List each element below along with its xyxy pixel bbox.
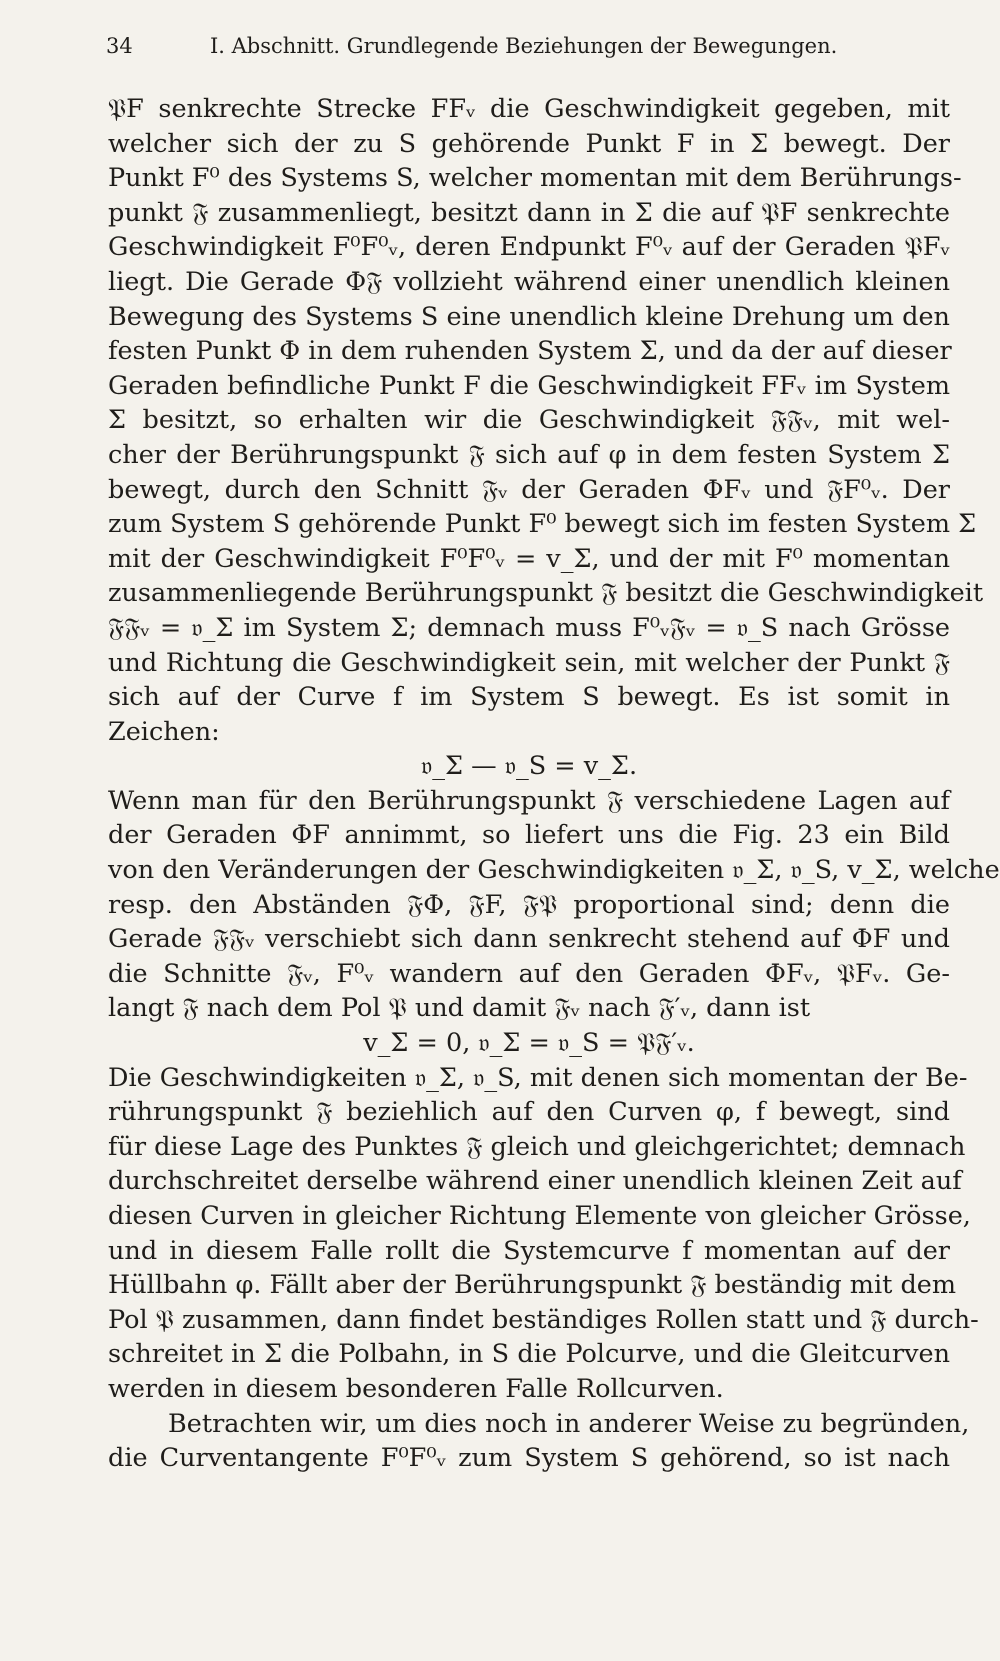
text-line: cher der Berührungspunkt 𝔉 sich auf φ in dem festen System Σ [108, 439, 950, 470]
text-line: und Richtung die Geschwindigkeit sein, mit welcher der Punkt 𝔉 [108, 647, 950, 678]
text-line: Gerade 𝔉𝔉ᵥ verschiebt sich dann senkrecht stehend auf ΦF und [108, 924, 950, 955]
text-line: punkt 𝔉 zusammenliegt, besitzt dann in Σ die auf 𝔓F senkrechte [108, 197, 950, 228]
text-line: rührungspunkt 𝔉 beziehlich auf den Curven φ, f bewegt, sind [108, 1097, 950, 1128]
running-title: I. Abschnitt. Grundlegende Beziehungen der Bewegungen. [210, 34, 838, 58]
text-line: liegt. Die Gerade Φ𝔉 vollzieht während einer unendlich kleinen [108, 266, 950, 297]
text-line: Σ besitzt, so erhalten wir die Geschwindigkeit 𝔉𝔉ᵥ, mit wel- [108, 405, 950, 436]
text-line: welcher sich der zu S gehörende Punkt F in Σ bewegt. Der [108, 128, 950, 159]
text-line: Bewegung des Systems S eine unendlich kleine Drehung um den [108, 301, 950, 332]
text-line: die Schnitte 𝔉ᵥ, F⁰ᵥ wandern auf den Geraden ΦFᵥ, 𝔓Fᵥ. Ge- [108, 958, 950, 989]
running-header [106, 34, 926, 58]
text-line: bewegt, durch den Schnitt 𝔉ᵥ der Geraden ΦFᵥ und 𝔉F⁰ᵥ. Der [108, 474, 950, 505]
text-line: festen Punkt Φ in dem ruhenden System Σ, und da der auf dieser [108, 336, 952, 367]
text-line: von den Veränderungen der Geschwindigkeiten 𝔳_Σ, 𝔳_S, v_Σ, welche [108, 855, 1000, 886]
text-line: Pol 𝔓 zusammen, dann findet beständiges Rollen statt und 𝔉 durch- [108, 1304, 979, 1335]
text-line: diesen Curven in gleicher Richtung Elemente von gleicher Grösse, [108, 1201, 971, 1231]
text-line: Geschwindigkeit F⁰F⁰ᵥ, deren Endpunkt F⁰ᵥ auf der Geraden 𝔓Fᵥ [108, 232, 950, 263]
text-line: zum System S gehörende Punkt F⁰ bewegt sich im festen System Σ [108, 509, 977, 540]
text-line: die Curventangente F⁰F⁰ᵥ zum System S gehörend, so ist nach [108, 1443, 950, 1474]
body-text [108, 92, 1000, 1476]
text-line: Wenn man für den Berührungspunkt 𝔉 verschiedene Lagen auf [108, 785, 950, 816]
equation-2: v_Σ = 0, 𝔳_Σ = 𝔳_S = 𝔓𝔉′ᵥ. [363, 1028, 695, 1059]
text-line: resp. den Abständen 𝔉Φ, 𝔉F, 𝔉𝔓 proportional sind; denn die [108, 889, 950, 920]
text-line: werden in diesem besonderen Falle Rollcurven. [108, 1373, 724, 1404]
text-line: mit der Geschwindigkeit F⁰F⁰ᵥ = v_Σ, und der mit F⁰ momentan [108, 543, 950, 574]
text-line: Die Geschwindigkeiten 𝔳_Σ, 𝔳_S, mit denen sich momentan der Be- [108, 1062, 968, 1093]
text-line: durchschreitet derselbe während einer unendlich kleinen Zeit auf [108, 1166, 962, 1197]
text-line: 𝔓F senkrechte Strecke FFᵥ die Geschwindigkeit gegeben, mit [108, 94, 950, 124]
equation-1: 𝔳_Σ — 𝔳_S = v_Σ. [420, 751, 638, 782]
text-line: für diese Lage des Punktes 𝔉 gleich und gleichgerichtet; demnach [108, 1131, 966, 1162]
page-number: 34 [106, 34, 133, 58]
text-line: schreitet in Σ die Polbahn, in S die Polcurve, und die Gleitcurven [108, 1339, 950, 1370]
text-line: der Geraden ΦF annimmt, so liefert uns die Fig. 23 ein Bild [108, 820, 950, 851]
text-line: Hüllbahn φ. Fällt aber der Berührungspunkt 𝔉 beständig mit dem [108, 1270, 957, 1301]
text-line: zusammenliegende Berührungspunkt 𝔉 besitzt die Geschwindigkeit [108, 578, 984, 609]
text-line: Betrachten wir, um dies noch in anderer Weise zu begründen, [168, 1408, 970, 1439]
text-line: Punkt F⁰ des Systems S, welcher momentan mit dem Berührungs- [108, 163, 962, 194]
text-line: und in diesem Falle rollt die Systemcurve f momentan auf der [108, 1235, 950, 1266]
text-line: langt 𝔉 nach dem Pol 𝔓 und damit 𝔉ᵥ nach 𝔉′ᵥ, dann ist [108, 993, 811, 1024]
text-line: Geraden befindliche Punkt F die Geschwindigkeit FFᵥ im System [108, 370, 950, 401]
text-line: sich auf der Curve f im System S bewegt. Es ist somit in [108, 682, 950, 713]
text-line: 𝔉𝔉ᵥ = 𝔳_Σ im System Σ; demnach muss F⁰ᵥ𝔉ᵥ = 𝔳_S nach Grösse [108, 612, 950, 643]
text-line: Zeichen: [108, 716, 220, 747]
